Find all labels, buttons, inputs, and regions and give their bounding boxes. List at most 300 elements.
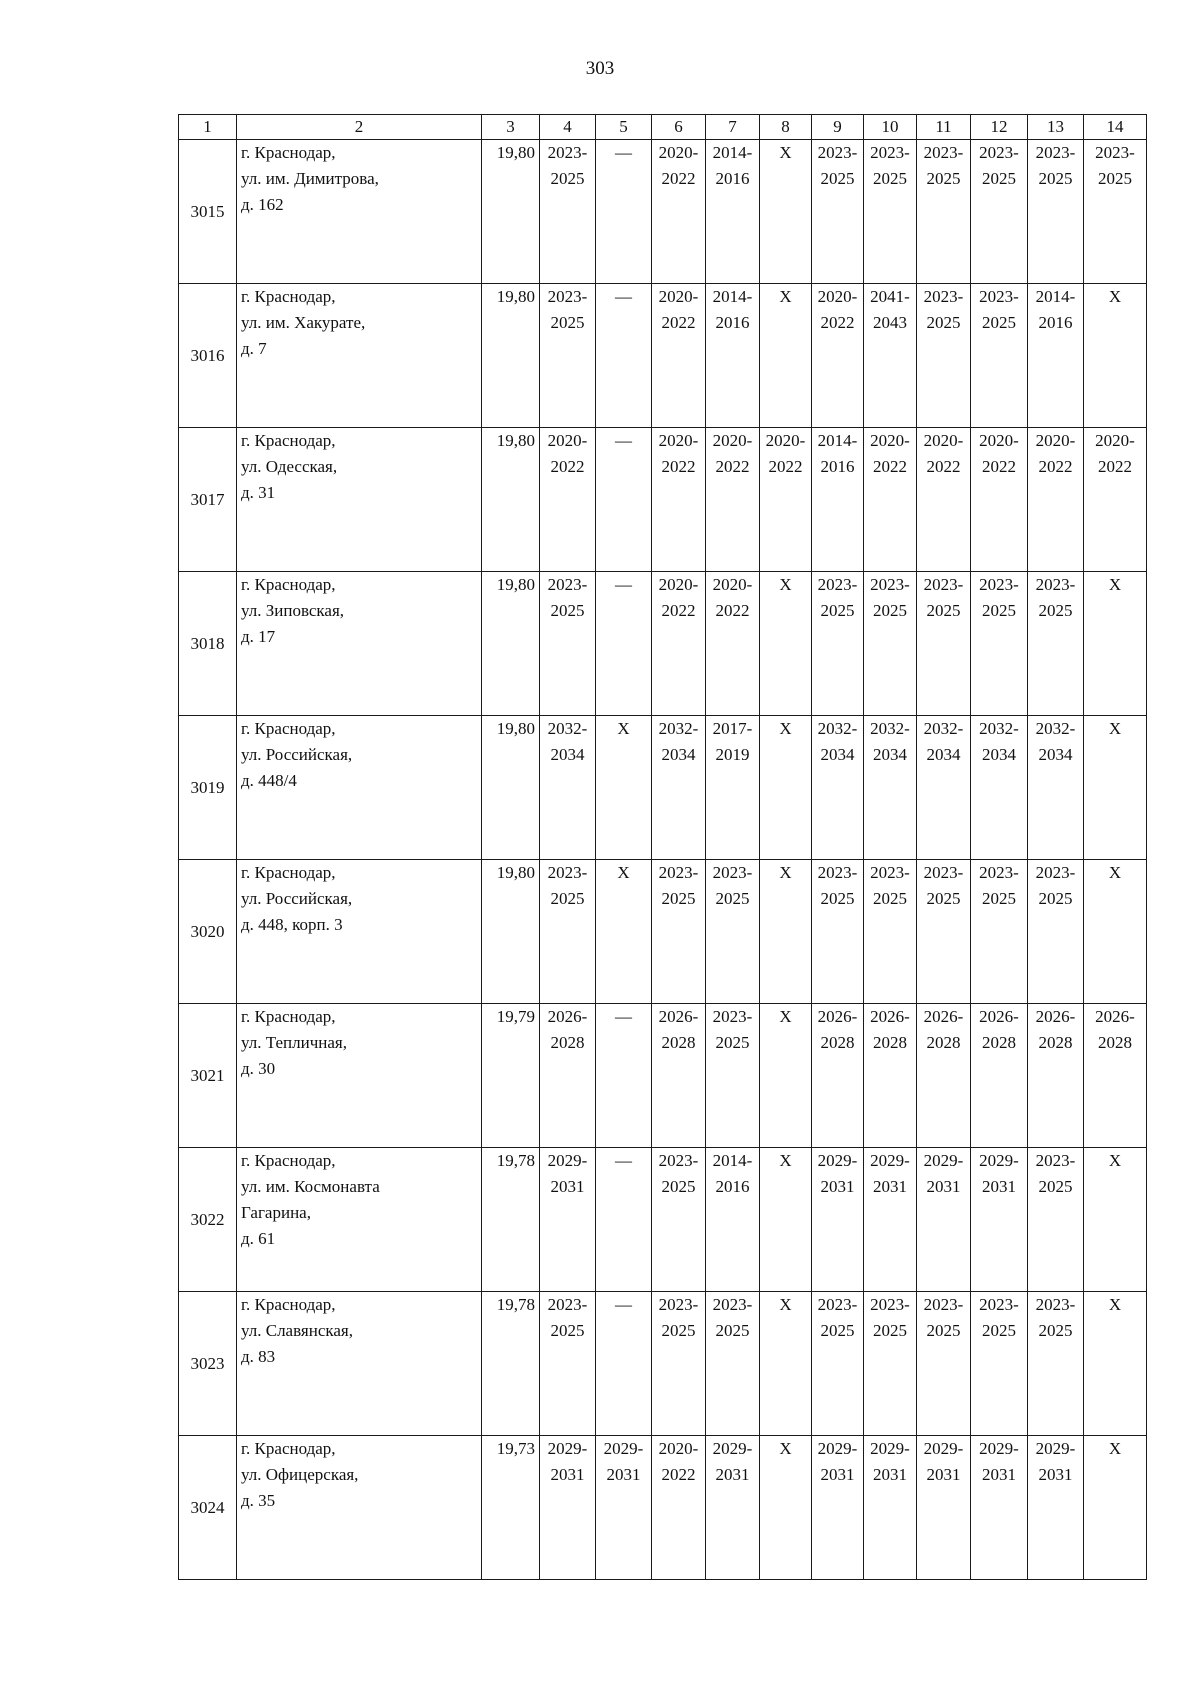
- period-line: 2025: [715, 1321, 750, 1340]
- address-line: г. Краснодар,: [241, 1295, 336, 1314]
- row-number: 3024: [179, 1436, 237, 1580]
- period-line: 2025: [550, 169, 585, 188]
- period-line: 2023-: [547, 863, 588, 882]
- period-cell-col-11: [917, 1004, 971, 1148]
- period-cell-col-8: [760, 140, 812, 284]
- address-line: д. 61: [241, 1229, 276, 1248]
- period-cell-col-11: [917, 860, 971, 1004]
- period-cell-col-9: [812, 428, 864, 572]
- period-line: Х: [1108, 1151, 1122, 1170]
- period-line: 2025: [661, 889, 696, 908]
- period-cell-col-4: [540, 140, 596, 284]
- value-cell: 19,80: [482, 284, 540, 428]
- row-number: 3015: [179, 140, 237, 284]
- period-cell-col-11: [917, 140, 971, 284]
- period-cell-col-4: [540, 284, 596, 428]
- period-cell-col-11: [917, 428, 971, 572]
- period-cell-col-7: [706, 1004, 760, 1148]
- header-row: [179, 115, 1147, 140]
- period-line: 2025: [873, 169, 907, 188]
- address-line: д. 17: [241, 627, 276, 646]
- period-cell-col-8: [760, 572, 812, 716]
- period-cell-col-9: [812, 1292, 864, 1436]
- period-cell-col-12: [971, 860, 1028, 1004]
- period-line: 2020-: [979, 431, 1019, 450]
- period-cell-col-4: [540, 860, 596, 1004]
- address-cell: [237, 1292, 482, 1436]
- table-row: [179, 572, 1147, 716]
- period-cell-col-6: [652, 428, 706, 572]
- period-line: 2025: [1038, 1321, 1073, 1340]
- period-line: 2023-: [712, 1295, 753, 1314]
- period-cell-col-9: [812, 140, 864, 284]
- period-line: 2041-: [870, 287, 910, 306]
- period-line: 2020-: [658, 575, 699, 594]
- period-line: 2031: [550, 1177, 585, 1196]
- period-line: 2023-: [979, 1295, 1019, 1314]
- period-cell-col-6: [652, 1292, 706, 1436]
- period-line: 2025: [982, 169, 1016, 188]
- period-cell-col-5: [596, 1004, 652, 1148]
- period-cell-col-13: [1028, 716, 1084, 860]
- period-line: 2028: [1038, 1033, 1073, 1052]
- period-line: 2023-: [870, 1295, 910, 1314]
- period-line: 2029-: [817, 1151, 858, 1170]
- address-line: д. 31: [241, 483, 276, 502]
- period-cell-col-13: [1028, 1436, 1084, 1580]
- period-cell-col-12: [971, 140, 1028, 284]
- period-line: 2020-: [817, 287, 858, 306]
- address-line: г. Краснодар,: [241, 1151, 336, 1170]
- period-line: 2023-: [923, 575, 964, 594]
- address-cell: [237, 1004, 482, 1148]
- period-line: 2023-: [817, 863, 858, 882]
- period-line: 2025: [661, 1177, 696, 1196]
- period-line: 2026-: [547, 1007, 588, 1026]
- address-line: ул. Одесская,: [241, 457, 338, 476]
- period-line: 2020-: [1095, 431, 1135, 450]
- period-line: 2034: [873, 745, 907, 764]
- registry-table: [178, 114, 1147, 1580]
- period-line: 2034: [661, 745, 696, 764]
- period-line: Х: [1108, 1439, 1122, 1458]
- period-line: 2025: [982, 601, 1016, 620]
- value-cell: 19,79: [482, 1004, 540, 1148]
- period-cell-col-4: [540, 1292, 596, 1436]
- address-line: д. 448, корп. 3: [241, 915, 343, 934]
- address-line: г. Краснодар,: [241, 143, 336, 162]
- period-line: 2025: [820, 1321, 855, 1340]
- period-line: 2029-: [979, 1151, 1019, 1170]
- period-cell-col-14: [1084, 1292, 1147, 1436]
- period-cell-col-12: [971, 1148, 1028, 1292]
- period-cell-col-5: [596, 140, 652, 284]
- period-line: 2022: [661, 1465, 696, 1484]
- column-header-2: 2: [237, 115, 482, 140]
- period-cell-col-9: [812, 860, 864, 1004]
- period-line: 2028: [661, 1033, 696, 1052]
- period-cell-col-11: [917, 284, 971, 428]
- period-line: 2020-: [658, 1439, 699, 1458]
- column-header-7: 7: [706, 115, 760, 140]
- period-line: 2029-: [923, 1439, 964, 1458]
- period-line: 2034: [820, 745, 855, 764]
- period-line: 2025: [1038, 601, 1073, 620]
- row-number: 3016: [179, 284, 237, 428]
- period-line: 2031: [606, 1465, 641, 1484]
- column-header-11: 11: [917, 115, 971, 140]
- period-line: 2028: [820, 1033, 855, 1052]
- address-line: ул. Российская,: [241, 889, 353, 908]
- period-line: 2023-: [979, 863, 1019, 882]
- address-line: ул. им. Космонавта: [241, 1177, 380, 1196]
- period-cell-col-13: [1028, 1292, 1084, 1436]
- period-line: 2025: [873, 889, 907, 908]
- period-line: 2014-: [712, 1151, 753, 1170]
- period-line: 2020-: [765, 431, 806, 450]
- period-cell-col-10: [864, 1148, 917, 1292]
- period-cell-col-9: [812, 1148, 864, 1292]
- address-line: ул. Зиповская,: [241, 601, 345, 620]
- period-cell-col-10: [864, 1292, 917, 1436]
- period-line: 2023-: [979, 143, 1019, 162]
- period-cell-col-13: [1028, 428, 1084, 572]
- period-cell-col-6: [652, 1436, 706, 1580]
- period-cell-col-9: [812, 284, 864, 428]
- period-cell-col-5: [596, 1148, 652, 1292]
- period-line: 2020-: [923, 431, 964, 450]
- period-cell-col-13: [1028, 572, 1084, 716]
- period-line: 2023-: [870, 143, 910, 162]
- period-cell-col-11: [917, 1436, 971, 1580]
- period-line: Х: [779, 143, 792, 162]
- address-line: г. Краснодар,: [241, 431, 336, 450]
- period-cell-col-10: [864, 860, 917, 1004]
- period-line: 2022: [1038, 457, 1073, 476]
- address-line: д. 83: [241, 1347, 276, 1366]
- table-body: [179, 140, 1147, 1580]
- period-line: Х: [1108, 1295, 1122, 1314]
- period-line: 2025: [715, 889, 750, 908]
- period-line: 2034: [1038, 745, 1073, 764]
- row-number: 3022: [179, 1148, 237, 1292]
- period-line: 2031: [820, 1465, 855, 1484]
- address-line: г. Краснодар,: [241, 575, 336, 594]
- period-line: 2029-: [923, 1151, 964, 1170]
- period-line: 2029-: [870, 1151, 910, 1170]
- period-line: Х: [779, 575, 792, 594]
- period-line: 2023-: [979, 287, 1019, 306]
- address-line: ул. Российская,: [241, 745, 353, 764]
- address-cell: [237, 284, 482, 428]
- period-cell-col-7: [706, 716, 760, 860]
- period-line: 2032-: [817, 719, 858, 738]
- period-line: Х: [1108, 575, 1122, 594]
- period-cell-col-6: [652, 860, 706, 1004]
- period-line: 2032-: [979, 719, 1019, 738]
- value-cell: 19,80: [482, 572, 540, 716]
- page-number: 303: [585, 58, 615, 79]
- period-line: 2020-: [712, 431, 753, 450]
- period-line: 2026-: [870, 1007, 910, 1026]
- period-cell-col-8: [760, 1292, 812, 1436]
- period-line: 2029-: [603, 1439, 644, 1458]
- period-line: Х: [617, 719, 630, 738]
- period-cell-col-7: [706, 140, 760, 284]
- period-cell-col-14: [1084, 860, 1147, 1004]
- address-cell: [237, 572, 482, 716]
- period-line: 2025: [982, 313, 1016, 332]
- period-line: 2023-: [658, 1151, 699, 1170]
- period-line: 2025: [1038, 1177, 1073, 1196]
- period-line: 2023-: [1035, 575, 1076, 594]
- column-header-10: 10: [864, 115, 917, 140]
- period-line: 2023-: [547, 287, 588, 306]
- period-cell-col-9: [812, 572, 864, 716]
- period-cell-col-13: [1028, 860, 1084, 1004]
- address-cell: [237, 140, 482, 284]
- table-row: [179, 428, 1147, 572]
- period-line: 2026-: [923, 1007, 964, 1026]
- period-line: 2031: [926, 1465, 961, 1484]
- period-line: 2032-: [870, 719, 910, 738]
- period-cell-col-10: [864, 140, 917, 284]
- period-cell-col-5: [596, 572, 652, 716]
- period-cell-col-4: [540, 572, 596, 716]
- column-header-8: 8: [760, 115, 812, 140]
- period-line: 2026-: [1095, 1007, 1135, 1026]
- period-line: —: [615, 1007, 632, 1026]
- period-line: 2022: [1098, 457, 1132, 476]
- period-cell-col-8: [760, 428, 812, 572]
- period-cell-col-6: [652, 716, 706, 860]
- period-line: 2022: [661, 457, 696, 476]
- period-line: 2029-: [547, 1151, 588, 1170]
- period-line: 2025: [982, 1321, 1016, 1340]
- period-line: 2023-: [923, 1295, 964, 1314]
- period-line: 2034: [926, 745, 961, 764]
- period-line: 2020-: [658, 287, 699, 306]
- address-line: Гагарина,: [241, 1203, 311, 1222]
- period-line: 2026-: [658, 1007, 699, 1026]
- period-line: 2034: [982, 745, 1016, 764]
- period-line: 2023-: [547, 1295, 588, 1314]
- period-line: 2022: [873, 457, 907, 476]
- period-cell-col-13: [1028, 1148, 1084, 1292]
- column-header-1: 1: [179, 115, 237, 140]
- period-line: 2025: [926, 313, 961, 332]
- period-line: 2029-: [712, 1439, 753, 1458]
- period-line: 2025: [550, 1321, 585, 1340]
- period-cell-col-12: [971, 572, 1028, 716]
- value-cell: 19,78: [482, 1292, 540, 1436]
- period-cell-col-13: [1028, 284, 1084, 428]
- address-line: ул. им. Димитрова,: [241, 169, 379, 188]
- column-header-14: 14: [1084, 115, 1147, 140]
- period-cell-col-7: [706, 1148, 760, 1292]
- period-line: —: [615, 575, 632, 594]
- period-cell-col-11: [917, 572, 971, 716]
- period-cell-col-5: [596, 428, 652, 572]
- period-line: 2023-: [1035, 1151, 1076, 1170]
- value-cell: 19,78: [482, 1148, 540, 1292]
- period-cell-col-14: [1084, 428, 1147, 572]
- table-row: [179, 1004, 1147, 1148]
- period-line: 2031: [715, 1465, 750, 1484]
- period-line: 2028: [926, 1033, 961, 1052]
- period-cell-col-6: [652, 1004, 706, 1148]
- period-line: 2022: [661, 601, 696, 620]
- period-line: —: [615, 287, 632, 306]
- period-line: 2034: [550, 745, 585, 764]
- period-cell-col-11: [917, 1148, 971, 1292]
- address-line: ул. им. Хакурате,: [241, 313, 366, 332]
- period-line: 2025: [1038, 169, 1073, 188]
- period-cell-col-6: [652, 1148, 706, 1292]
- table-row: [179, 140, 1147, 284]
- period-line: 2025: [926, 1321, 961, 1340]
- period-cell-col-7: [706, 428, 760, 572]
- period-line: 2023-: [817, 575, 858, 594]
- period-cell-col-6: [652, 572, 706, 716]
- period-cell-col-4: [540, 1436, 596, 1580]
- period-line: 2032-: [923, 719, 964, 738]
- period-line: 2025: [1098, 169, 1132, 188]
- period-cell-col-14: [1084, 140, 1147, 284]
- period-cell-col-7: [706, 572, 760, 716]
- period-line: 2020-: [1035, 431, 1076, 450]
- period-line: 2032-: [547, 719, 588, 738]
- period-line: Х: [779, 1439, 792, 1458]
- period-line: 2031: [982, 1465, 1016, 1484]
- period-cell-col-8: [760, 1004, 812, 1148]
- period-cell-col-5: [596, 1292, 652, 1436]
- row-number: 3019: [179, 716, 237, 860]
- table-row: [179, 1292, 1147, 1436]
- period-line: 2016: [820, 457, 855, 476]
- table-row: [179, 716, 1147, 860]
- period-cell-col-5: [596, 284, 652, 428]
- period-line: 2023-: [923, 863, 964, 882]
- period-cell-col-4: [540, 716, 596, 860]
- column-header-4: 4: [540, 115, 596, 140]
- address-line: ул. Офицерская,: [241, 1465, 359, 1484]
- period-line: 2023-: [817, 143, 858, 162]
- address-line: г. Краснодар,: [241, 1439, 336, 1458]
- period-line: 2032-: [658, 719, 699, 738]
- period-line: 2014-: [712, 143, 753, 162]
- period-line: 2028: [1098, 1033, 1132, 1052]
- value-cell: 19,80: [482, 860, 540, 1004]
- period-line: 2022: [550, 457, 585, 476]
- period-cell-col-14: [1084, 572, 1147, 716]
- column-header-13: 13: [1028, 115, 1084, 140]
- period-line: 2031: [982, 1177, 1016, 1196]
- row-number: 3018: [179, 572, 237, 716]
- period-cell-col-14: [1084, 284, 1147, 428]
- row-number: 3021: [179, 1004, 237, 1148]
- address-line: д. 448/4: [241, 771, 297, 790]
- period-line: 2028: [873, 1033, 907, 1052]
- period-cell-col-8: [760, 860, 812, 1004]
- period-cell-col-7: [706, 860, 760, 1004]
- period-line: 2025: [550, 601, 585, 620]
- period-cell-col-5: [596, 1436, 652, 1580]
- value-cell: 19,80: [482, 428, 540, 572]
- period-line: 2028: [982, 1033, 1016, 1052]
- period-cell-col-8: [760, 716, 812, 860]
- period-line: 2031: [1038, 1465, 1073, 1484]
- period-line: 2025: [661, 1321, 696, 1340]
- period-line: 2023-: [923, 287, 964, 306]
- period-line: 2031: [550, 1465, 585, 1484]
- period-line: 2029-: [817, 1439, 858, 1458]
- period-line: Х: [1108, 719, 1122, 738]
- period-line: 2023-: [1035, 143, 1076, 162]
- period-cell-col-14: [1084, 1436, 1147, 1580]
- period-line: 2022: [982, 457, 1016, 476]
- address-line: ул. Тепличная,: [241, 1033, 347, 1052]
- period-line: 2023-: [547, 143, 588, 162]
- period-line: 2031: [873, 1465, 907, 1484]
- period-line: 2023-: [923, 143, 964, 162]
- period-cell-col-9: [812, 1436, 864, 1580]
- period-line: 2025: [550, 889, 585, 908]
- period-line: Х: [779, 719, 792, 738]
- period-line: Х: [617, 863, 630, 882]
- period-line: 2025: [550, 313, 585, 332]
- period-line: 2023-: [658, 863, 699, 882]
- period-line: 2025: [820, 889, 855, 908]
- period-line: 2020-: [658, 143, 699, 162]
- period-line: 2025: [820, 169, 855, 188]
- period-cell-col-12: [971, 428, 1028, 572]
- period-cell-col-7: [706, 284, 760, 428]
- period-cell-col-11: [917, 716, 971, 860]
- period-line: 2023-: [979, 575, 1019, 594]
- address-line: д. 162: [241, 195, 284, 214]
- period-line: 2019: [715, 745, 750, 764]
- period-cell-col-12: [971, 284, 1028, 428]
- column-header-6: 6: [652, 115, 706, 140]
- period-cell-col-8: [760, 1436, 812, 1580]
- period-line: 2016: [1038, 313, 1073, 332]
- period-line: 2014-: [712, 287, 753, 306]
- address-line: г. Краснодар,: [241, 863, 336, 882]
- period-cell-col-4: [540, 1148, 596, 1292]
- period-line: 2025: [1038, 889, 1073, 908]
- column-header-9: 9: [812, 115, 864, 140]
- period-line: 2023-: [1035, 863, 1076, 882]
- table-header: [179, 115, 1147, 140]
- period-line: —: [615, 1295, 632, 1314]
- period-line: 2026-: [979, 1007, 1019, 1026]
- period-line: 2023-: [1095, 143, 1135, 162]
- period-cell-col-4: [540, 428, 596, 572]
- period-cell-col-12: [971, 1004, 1028, 1148]
- period-line: —: [615, 1151, 632, 1170]
- period-line: 2025: [982, 889, 1016, 908]
- period-line: 2028: [550, 1033, 585, 1052]
- column-header-5: 5: [596, 115, 652, 140]
- period-cell-col-12: [971, 716, 1028, 860]
- period-line: 2017-: [712, 719, 753, 738]
- period-cell-col-14: [1084, 1004, 1147, 1148]
- period-cell-col-7: [706, 1436, 760, 1580]
- period-line: 2023-: [870, 863, 910, 882]
- period-line: 2016: [715, 169, 750, 188]
- period-cell-col-10: [864, 572, 917, 716]
